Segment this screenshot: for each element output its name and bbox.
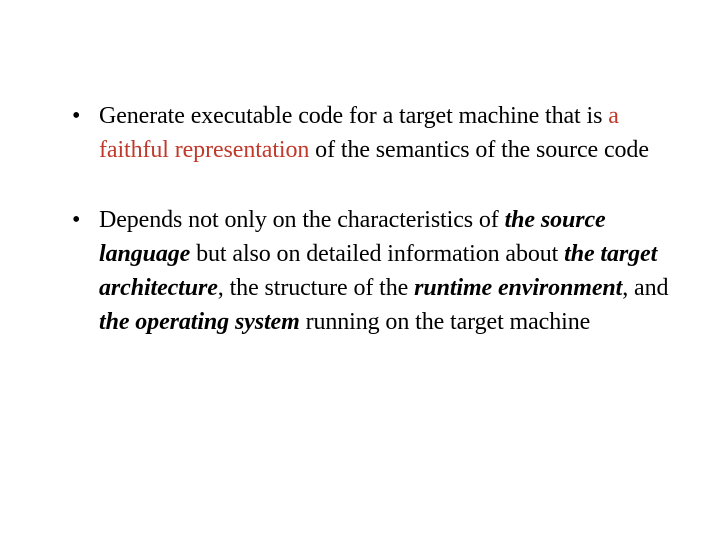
text-run: Generate executable code for a target machine that is [99,103,609,129]
bullet-item-code-generation [72,99,682,167]
text-run: running on the target machine [299,309,591,335]
emphasized-phrase: runtime environment [414,275,623,301]
emphasized-phrase: the source language [99,207,606,267]
bullet-marker: • [72,103,81,129]
emphasized-phrase: the operating system [99,309,300,335]
bullet-text [99,207,668,335]
emphasized-phrase: the target architecture [99,241,658,301]
text-run: Depends not only on the characteristics of [99,207,505,233]
text-run: but also on detailed information about [190,241,565,267]
text-run: of the semantics of the source code [309,137,649,163]
bullet-item-dependencies [72,203,682,339]
bullet-marker: • [72,207,81,233]
bullet-list [72,99,682,339]
bullet-text [99,103,649,163]
text-run: , the structure of the [217,275,415,301]
highlighted-phrase: a faithful representation [99,103,619,163]
text-run: , and [622,275,669,301]
